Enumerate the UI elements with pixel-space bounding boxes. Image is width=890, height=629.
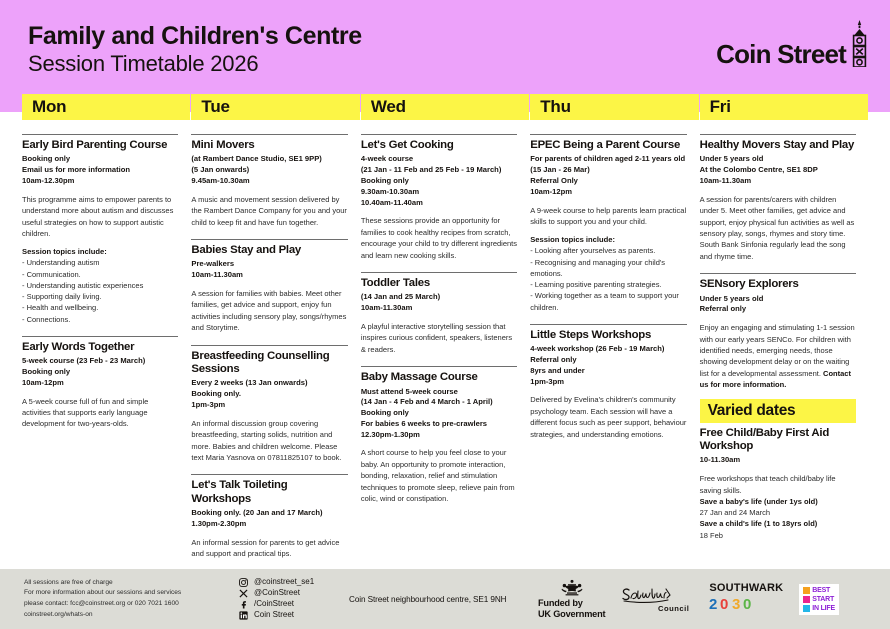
session-title: Healthy Movers Stay and Play — [699, 139, 855, 151]
meta-line: 10am-12.30pm — [22, 176, 75, 186]
gov-line-1: Funded by — [538, 598, 583, 609]
meta-line: 10am-11.30am — [360, 303, 413, 313]
meta-line: Email us for more information — [22, 165, 131, 175]
session-meta — [700, 455, 856, 466]
session-title: Mini Movers — [191, 139, 255, 151]
meta-line: 5-week course (23 Feb - 23 March) — [22, 356, 146, 366]
session-card[interactable] — [191, 129, 347, 228]
contact-line: All sessions are free of charge — [24, 578, 113, 586]
meta-line: Booking only. — [191, 389, 242, 399]
social-handle: @coinstreet_se1 — [254, 577, 315, 587]
day-header-fri — [700, 94, 868, 120]
day-column-thu — [530, 94, 698, 569]
meta-line: 9.45am-10.30am — [191, 176, 250, 186]
meta-line: 8yrs and under — [530, 365, 585, 375]
page-title: Family and Children's Centre — [28, 22, 362, 50]
session-title: SENsory Explorers — [699, 278, 799, 291]
social-handle: @CoinStreet — [254, 588, 300, 598]
svg-text:0: 0 — [720, 595, 729, 612]
session-description: Free workshops that teach child/baby life saving skills. — [699, 474, 836, 495]
meta-line: 10.40am-11.40am — [360, 197, 423, 207]
timetable-columns — [0, 94, 890, 569]
coin-street-logo — [716, 20, 868, 67]
contact-line: please contact: fcc@coinstreet.org or 020 7021 1600 — [24, 600, 179, 607]
topic-item: - Understanding autism — [22, 258, 100, 268]
meta-line: Must attend 5-week course — [360, 386, 458, 396]
session-meta — [700, 154, 856, 186]
divider — [22, 134, 178, 135]
session-title: Let's Talk Toileting Workshops — [191, 479, 288, 505]
topic-item: - Communication. — [22, 269, 81, 279]
bsl-line: START — [812, 595, 835, 603]
divider — [530, 134, 686, 135]
svg-text:3: 3 — [732, 595, 741, 612]
day-label: Thu — [540, 97, 571, 116]
meta-line: 1pm-3pm — [530, 376, 564, 386]
meta-line: Referral only — [699, 304, 747, 314]
session-meta — [22, 154, 178, 186]
session-title: Toddler Tales — [360, 276, 430, 289]
topic-item: - Understanding autistic experiences — [22, 280, 144, 290]
session-meta — [191, 259, 347, 281]
bsl-line: BEST — [812, 586, 831, 594]
bsl-squares — [803, 587, 810, 612]
session-meta — [361, 387, 517, 441]
topic-item: - Recognising and managing your child's emotions. — [530, 257, 666, 278]
topic-item: - Working together as a team to support your children. — [530, 291, 679, 312]
session-description: A 9-week course to help parents learn practical skills to support you and your child. — [530, 205, 687, 226]
topic-item: - Connections. — [22, 314, 71, 324]
session-card[interactable] — [191, 340, 347, 464]
session-topics — [22, 257, 178, 325]
meta-line: 4-week workshop (26 Feb - 19 March) — [530, 344, 665, 354]
day-column-mon — [22, 94, 190, 569]
varied-dates-label: Varied dates — [707, 401, 796, 419]
meta-line: For parents of children aged 2-11 years old — [530, 154, 686, 164]
session-meta — [361, 292, 517, 314]
contact-line[interactable]: coinstreet.org/whats-on — [24, 610, 93, 618]
date-value: 18 Feb — [699, 530, 723, 540]
divider — [191, 474, 347, 475]
royal-crest-icon — [551, 579, 593, 596]
svg-text:2: 2 — [709, 595, 718, 612]
session-meta — [530, 154, 686, 197]
southwark-council-sub: Council — [658, 604, 690, 613]
session-description: A session for parents/carers with children under 5. Meet other families, get advice and support, enjoy physical fun activities as well as sensory play, songs, rhymes and story time. South Bank Sinfonia regularly lead the song and rhyme time. — [699, 194, 855, 261]
session-subheading: Session topics include: — [530, 235, 616, 245]
meta-line: Booking only — [22, 154, 71, 164]
meta-line: (5 Jan onwards) — [191, 165, 250, 175]
divider — [191, 239, 347, 240]
session-topics — [530, 245, 686, 313]
day-header-wed — [361, 94, 529, 120]
session-meta — [22, 356, 178, 388]
meta-line: 12.30pm-1.30pm — [360, 429, 420, 439]
session-title: Baby Massage Course — [360, 371, 478, 384]
meta-line: (at Rambert Dance Studio, SE1 9PP) — [191, 154, 322, 164]
meta-line: 1pm-3pm — [191, 400, 226, 410]
footer — [0, 569, 890, 629]
session-title: Babies Stay and Play — [191, 243, 301, 256]
day-label: Wed — [370, 97, 406, 116]
meta-line: Under 5 years old — [699, 293, 764, 303]
facebook-icon — [239, 600, 248, 609]
instagram-icon — [239, 578, 248, 587]
topic-item: - Health and wellbeing. — [22, 303, 99, 313]
session-description: Delivered by Evelina's children's community psychology team. Each session will have a different focus such as peer support, behaviour strategies, and understanding emotions. — [530, 395, 687, 439]
divider — [361, 366, 517, 367]
divider — [361, 134, 517, 135]
session-meta — [191, 154, 347, 186]
footer-contact-block — [24, 578, 239, 621]
session-title: Early Bird Parenting Course — [22, 139, 168, 151]
day-column-tue — [191, 94, 359, 569]
day-label: Mon — [32, 97, 67, 116]
best-start-in-life-logo — [799, 584, 839, 615]
meta-line: 1.30pm-2.30pm — [191, 519, 247, 529]
session-description: A playful interactive storytelling session that inspires curious confident, speakers, listeners & readers. — [360, 321, 513, 354]
bsl-line: IN LIFE — [812, 604, 835, 612]
session-card[interactable] — [361, 361, 517, 504]
meta-line: 4-week course — [360, 154, 414, 164]
session-title: EPEC Being a Parent Course — [530, 139, 681, 151]
meta-line: Pre-walkers — [191, 259, 235, 269]
meta-line: (14 Jan and 25 March) — [360, 292, 441, 302]
footer-address: Coin Street neighbourhood centre, SE1 9NH — [349, 594, 507, 604]
divider — [700, 134, 856, 135]
southwark-council-logo — [621, 585, 693, 613]
session-meta — [191, 508, 347, 530]
session-title: Little Steps Workshops — [530, 328, 652, 341]
southwark-2030-top: SOUTHWARK — [709, 581, 784, 594]
session-card[interactable] — [22, 129, 178, 325]
session-title: Let's Get Cooking — [360, 139, 454, 151]
meta-line: Referral Only — [530, 176, 578, 186]
social-links — [239, 577, 349, 621]
session-description: This programme aims to empower parents to understand more about autism and discusses useful strategies on how to support autistic children. — [22, 194, 174, 238]
session-card[interactable] — [700, 129, 856, 262]
date-value: 27 Jan and 24 March — [699, 508, 771, 518]
bsl-text — [812, 587, 835, 612]
meta-line: Under 5 years old — [699, 154, 764, 164]
day-header-thu — [530, 94, 698, 120]
southwark-2030-year — [709, 596, 757, 616]
social-handle: Coin Street — [254, 610, 295, 620]
session-card[interactable] — [700, 427, 856, 541]
session-description: A short course to help you feel close to your baby. An opportunity to promote interaction, bonding, relaxation, relief and stimulation techniques to promote sleep, relieve pain from colic, wind or constipation. — [360, 448, 515, 504]
session-card[interactable] — [191, 234, 347, 334]
meta-line: 10-11.30am — [699, 455, 741, 465]
linkedin-icon — [239, 611, 248, 620]
meta-line: 10am-12pm — [22, 377, 64, 387]
meta-line: (21 Jan - 11 Feb and 25 Feb - 19 March) — [360, 165, 502, 175]
meta-line: (15 Jan - 26 Mar) — [530, 165, 590, 175]
meta-line: 9.30am-10.30am — [360, 186, 420, 196]
divider — [22, 336, 178, 337]
session-card[interactable] — [530, 319, 686, 440]
session-subheading: Session topics include: — [22, 247, 107, 257]
meta-line: Every 2 weeks (13 Jan onwards) — [191, 378, 308, 388]
session-title: Breastfeeding Counselling Sessions — [191, 349, 330, 375]
meta-line: 10am-11.30am — [699, 176, 752, 186]
session-card[interactable] — [361, 129, 517, 261]
divider — [191, 345, 347, 346]
session-meta — [191, 378, 347, 410]
meta-line: Booking only — [360, 176, 409, 186]
coin-street-tower-icon — [851, 20, 868, 67]
session-card[interactable] — [700, 268, 856, 390]
varied-dates-header — [700, 399, 856, 423]
divider — [700, 273, 856, 274]
southwark-2030-logo — [709, 583, 783, 616]
session-card[interactable] — [361, 267, 517, 355]
footer-logos — [538, 579, 839, 619]
day-column-fri — [700, 94, 868, 569]
divider — [191, 134, 347, 135]
contact-line: For more information about our sessions and services — [24, 589, 182, 597]
session-description: An informal discussion group covering breastfeeding, starting solids, nutrition and more. Babies and children welcome. Please text Maria Yasnova on 07811825107 to book. — [191, 418, 342, 462]
meta-line: Booking only — [22, 367, 71, 377]
session-card[interactable] — [22, 331, 178, 430]
meta-line: Booking only. (20 Jan and 17 March) — [191, 508, 323, 518]
meta-line: (14 Jan - 4 Feb and 4 March - 1 April) — [360, 397, 493, 407]
session-meta — [530, 344, 686, 387]
meta-line: At the Colombo Centre, SE1 8DP — [699, 165, 818, 175]
meta-line: 10am-12pm — [530, 186, 573, 196]
bsl-square-orange — [803, 587, 810, 594]
topic-item: - Looking after yourselves as parents. — [530, 246, 656, 256]
bsl-square-magenta — [803, 596, 810, 603]
svg-text:0: 0 — [743, 595, 752, 612]
page-subtitle: Session Timetable 2026 — [28, 51, 259, 76]
day-header-mon — [22, 94, 190, 120]
session-description: A session for families with babies. Meet other families, get advice and support, enjoy fun activities including sensory play, songs/rhymes and Storytime. — [191, 288, 347, 333]
social-link-linkedin[interactable] — [239, 610, 349, 621]
divider — [530, 324, 686, 325]
gov-line-2: UK Government — [538, 608, 606, 619]
session-card[interactable] — [530, 129, 686, 313]
x-twitter-icon — [239, 589, 248, 598]
uk-government-logo — [538, 579, 605, 619]
day-column-wed — [361, 94, 529, 569]
date-label: Save a baby's life (under 1ys old) — [699, 496, 818, 506]
divider — [361, 272, 517, 273]
varied-date-entry — [700, 496, 856, 507]
session-title: Early Words Together — [22, 340, 135, 353]
session-card[interactable] — [191, 469, 347, 559]
session-meta — [700, 294, 856, 316]
date-label: Save a child's life (1 to 18yrs old) — [699, 519, 818, 529]
topic-item: - Learning positive parenting strategies. — [530, 280, 662, 290]
meta-line: Booking only — [360, 408, 409, 418]
session-description: An informal session for parents to get advice and support and practical tips. — [191, 537, 340, 559]
session-description: These sessions provide an opportunity for families to cook healthy recipes from scratch, encourage your child to try different ingredients and learn new cooking skills. — [360, 216, 518, 260]
day-label: Fri — [709, 97, 731, 116]
session-description: Enjoy an engaging and stimulating 1-1 session with our early years SENCo. For children with identified needs, emerging needs, those showing development delay or on the waiting list for a developmental assessment. Contact us for more information. — [699, 323, 855, 390]
day-label: Tue — [201, 97, 230, 116]
social-handle: /CoinStreet — [254, 599, 295, 609]
coin-street-logo-text: Coin Street — [716, 39, 846, 69]
varied-date-entry — [700, 518, 856, 529]
meta-line: Referral only — [530, 355, 577, 365]
meta-line: For babies 6 weeks to pre-crawlers — [360, 418, 488, 428]
session-meta — [361, 154, 517, 208]
session-title: Free Child/Baby First Aid Workshop — [699, 426, 830, 452]
meta-line: 10am-11.30am — [191, 270, 243, 280]
bsl-square-cyan — [803, 605, 810, 612]
session-description: A music and movement session delivered by the Rambert Dance Company for you and your child to keep fit and have fun together. — [191, 194, 347, 227]
session-description: A 5-week course full of fun and simple activities that supports early language development for two-years-olds. — [22, 396, 149, 429]
day-header-tue — [191, 94, 359, 120]
topic-item: - Supporting daily living. — [22, 292, 102, 302]
